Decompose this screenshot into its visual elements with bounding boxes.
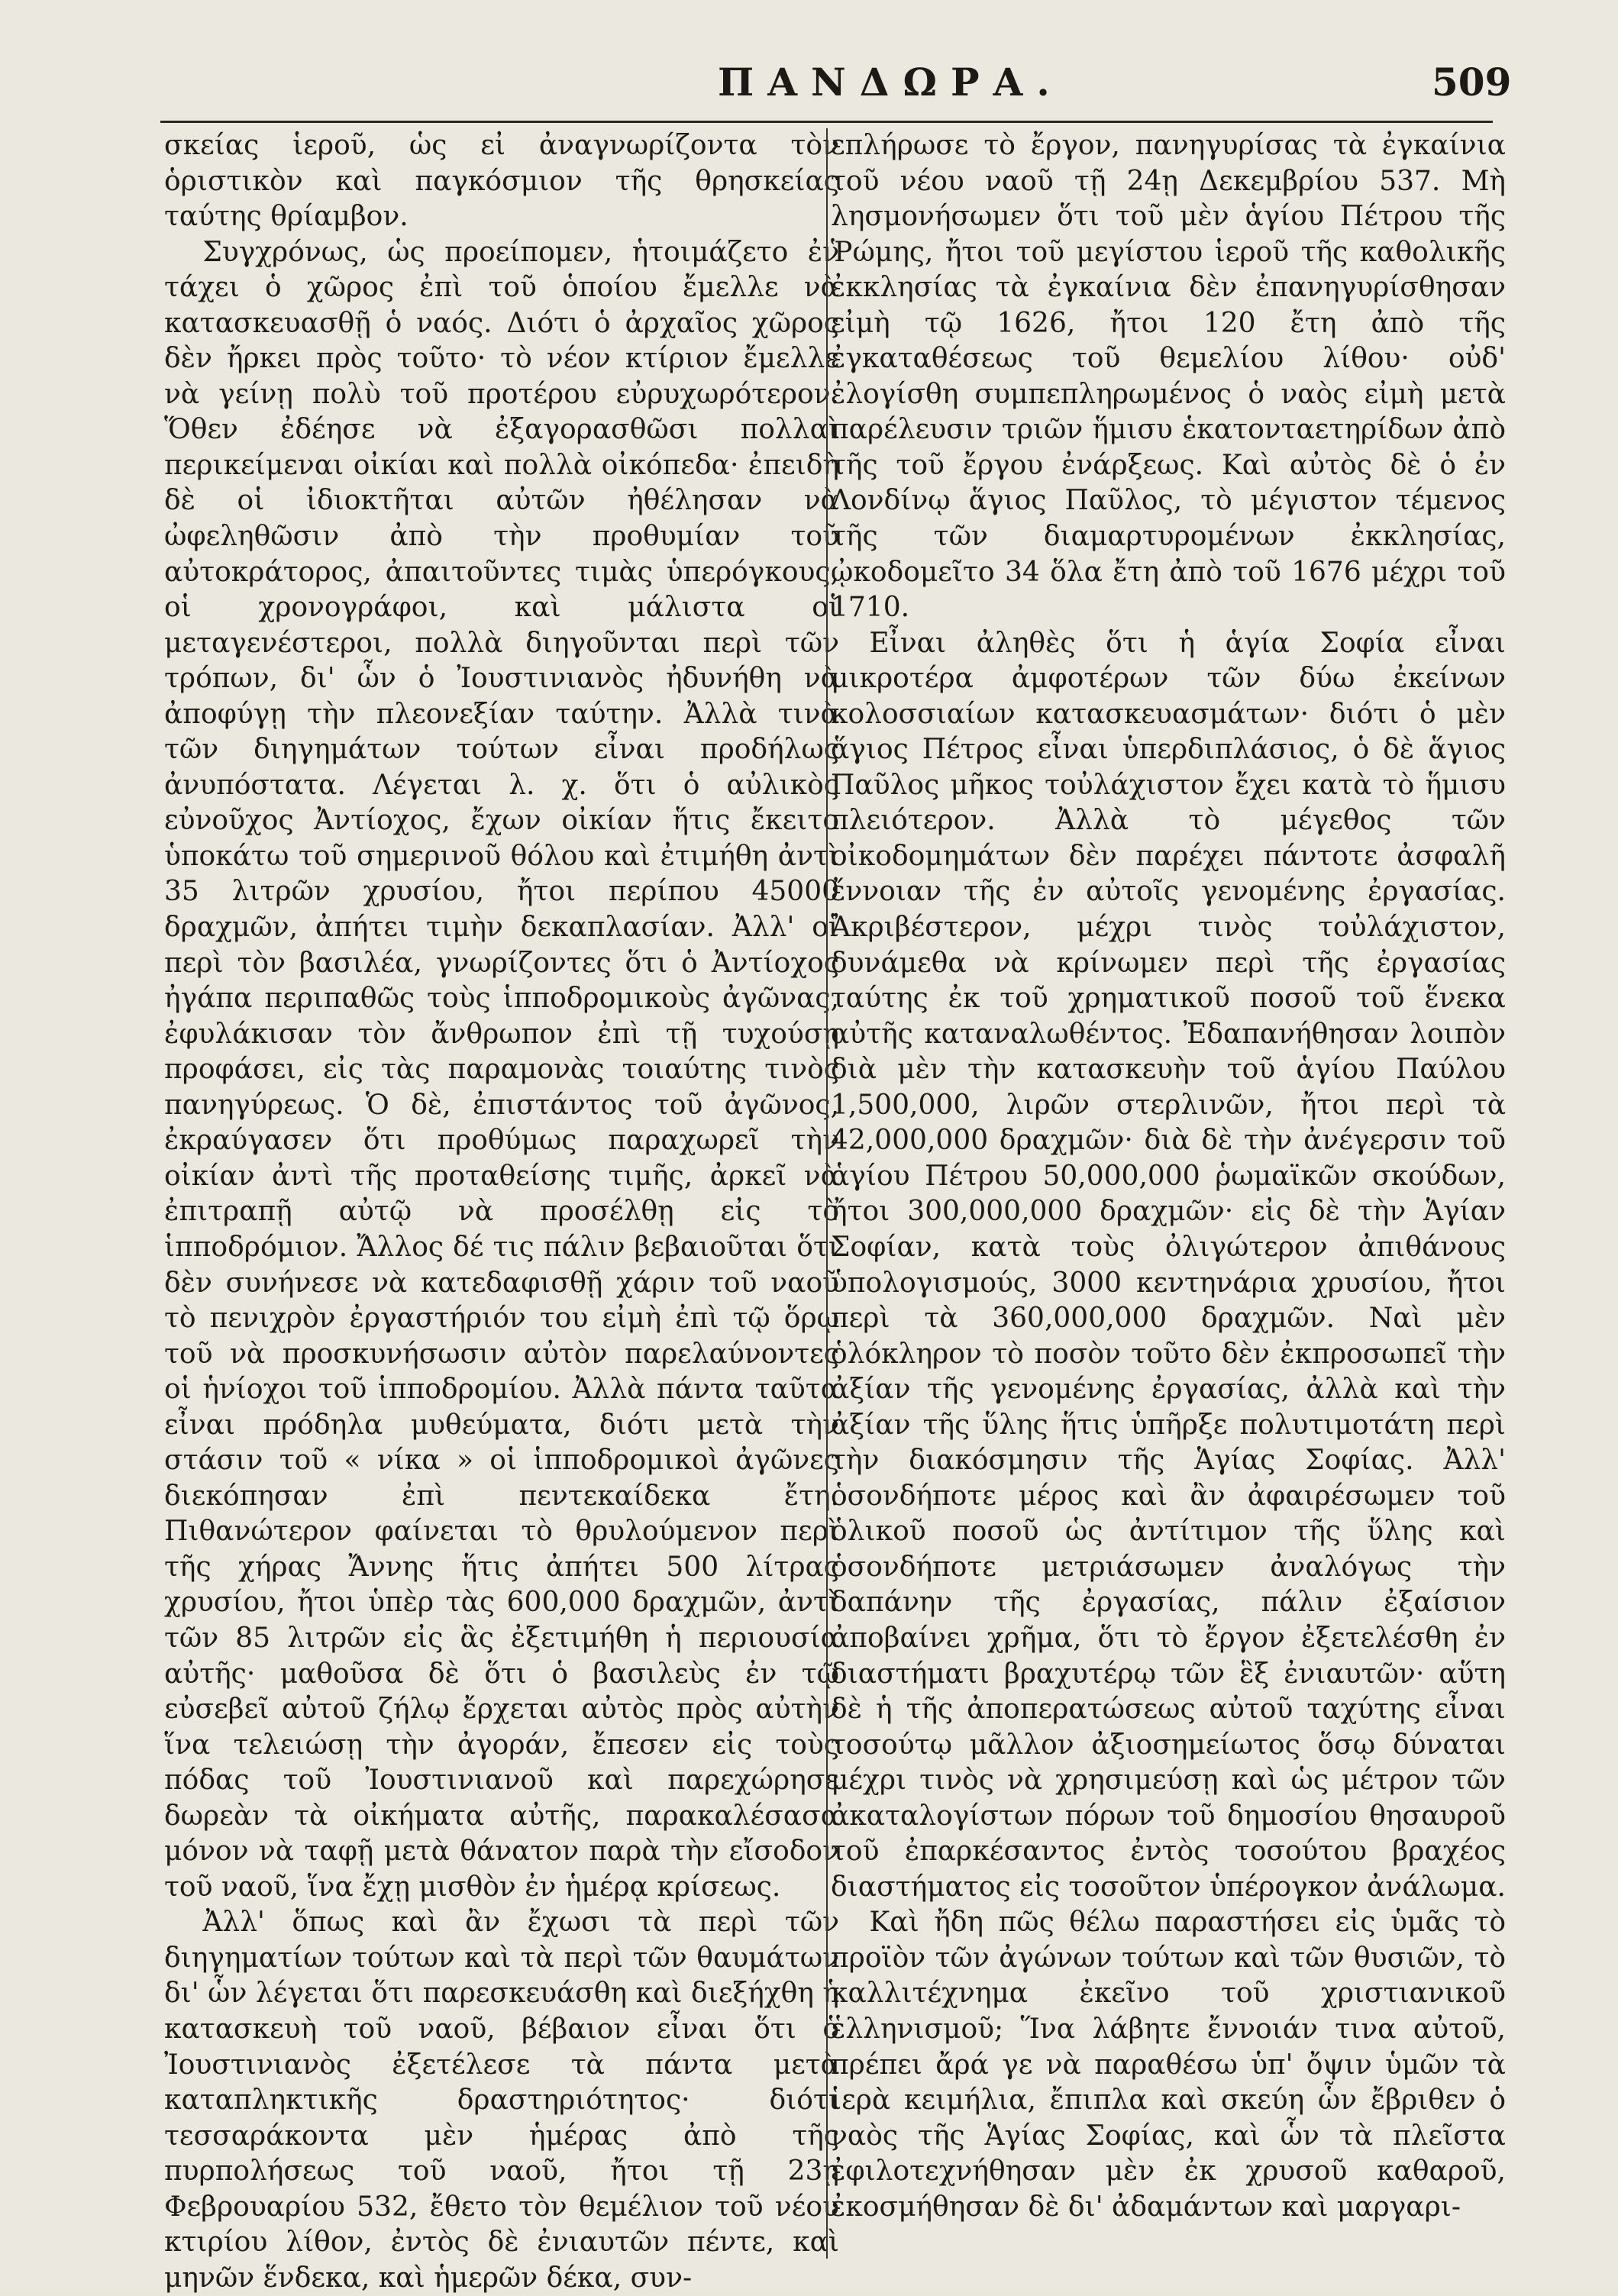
column-divider: [826, 128, 828, 2259]
left-paragraph-1: σκείας ἱεροῦ, ὡς εἰ ἀναγνωρίζοντα τὸν ὁριστικὸν καὶ παγκόσμιον τῆς θρησκείας ταύτης θρίαμβον.: [164, 130, 839, 233]
running-head: [0, 60, 1618, 113]
right-column: [831, 128, 1506, 2225]
header-rule: [160, 121, 1493, 123]
left-column: [164, 128, 839, 2296]
page-number: 509: [1432, 60, 1512, 105]
right-paragraph-3: Καὶ ἤδη πῶς θέλω παραστήσει εἰς ὑμᾶς τὸ προϊὸν τῶν ἀγώνων τούτων καὶ τῶν θυσιῶν, τὸ καλλιτέχνημα ἐκεῖνο τοῦ χριστιανικοῦ ἑλληνισμοῦ; Ἵνα λάβητε ἔννοιάν τινα αὐτοῦ, πρέπει ἄρά γε νὰ παραθέσω ὑπ' ὄψιν ὑμῶν τὰ ἱερὰ κειμήλια, ἔπιπλα καὶ σκεύη ὧν ἔβριθεν ὁ ναὸς τῆς Ἁγίας Σοφίας, καὶ ὧν τὰ πλεῖστα ἐφιλοτεχνήθησαν μὲν ἐκ χρυσοῦ καθαροῦ, ἐκοσμήθησαν δὲ δι' ἀδαμάντων καὶ μαργαρι-: [831, 1907, 1506, 2223]
journal-title: ΠΑΝΔΩΡΑ.: [718, 60, 1064, 105]
left-paragraph-2: Συγχρόνως, ὡς προείπομεν, ἡτοιμάζετο ἐν τάχει ὁ χῶρος ἐπὶ τοῦ ὁποίου ἔμελλε νὰ κατασκευασθῇ ὁ ναός. Διότι ὁ ἀρχαῖος χῶρος δὲν ἤρκει πρὸς τοῦτο· τὸ νέον κτίριον ἔμελλε νὰ γείνῃ πολὺ τοῦ προτέρου εὐρυχωρότερον. Ὅθεν ἐδέησε νὰ ἐξαγορασθῶσι πολλαὶ περικείμεναι οἰκίαι καὶ πολλὰ οἰκόπεδα· ἐπειδὴ δὲ οἱ ἰδιοκτῆται αὐτῶν ἠθέλησαν νὰ ὠφεληθῶσιν ἀπὸ τὴν προθυμίαν τοῦ αὐτοκράτορος, ἀπαιτοῦντες τιμὰς ὑπερόγκους, οἱ χρονογράφοι, καὶ μάλιστα οἱ μεταγενέστεροι, πολλὰ διηγοῦνται περὶ τῶν τρόπων, δι' ὧν ὁ Ἰουστινιανὸς ἠδυνήθη νὰ ἀποφύγῃ τὴν πλεονεξίαν ταύτην. Ἀλλὰ τινὰ τῶν διηγημάτων τούτων εἶναι προδήλως ἀνυπόστατα. Λέγεται λ. χ. ὅτι ὁ αὐλικὸς εὐνοῦχος Ἀντίοχος, ἔχων οἰκίαν ἥτις ἔκειτο ὑποκάτω τοῦ σημερινοῦ θόλου καὶ ἐτιμήθη ἀντὶ 35 λιτρῶν χρυσίου, ἤτοι περίπου 45000 δραχμῶν, ἀπήτει τιμὴν δεκαπλασίαν. Ἀλλ' οἱ περὶ τὸν βασιλέα, γνωρίζοντες ὅτι ὁ Ἀντίοχος ἠγάπα περιπαθῶς τοὺς ἱπποδρομικοὺς ἀγῶνας, ἐφυλάκισαν τὸν ἄνθρωπον ἐπὶ τῇ τυχούσῃ προφάσει, εἰς τὰς παραμονὰς τοιαύτης τινὸς πανηγύρεως. Ὁ δὲ, ἐπιστάντος τοῦ ἀγῶνος, ἐκραύγασεν ὅτι προθύμως παραχωρεῖ τὴν οἰκίαν ἀντὶ τῆς προταθείσης τιμῆς, ἀρκεῖ νὰ ἐπιτραπῇ αὐτῷ νὰ προσέλθῃ εἰς τὸ ἱπποδρόμιον. Ἄλλος δέ τις πάλιν βεβαιοῦται ὅτι δὲν συνήνεσε νὰ κατεδαφισθῇ χάριν τοῦ ναοῦ τὸ πενιχρὸν ἐργαστήριόν του εἰμὴ ἐπὶ τῷ ὅρῳ τοῦ νὰ προσκυνήσωσιν αὐτὸν παρελαύνοντες οἱ ἡνίοχοι τοῦ ἱπποδρομίου. Ἀλλὰ πάντα ταῦτα εἶναι πρόδηλα μυθεύματα, διότι μετὰ τὴν στάσιν τοῦ « νίκα » οἱ ἱπποδρομικοὶ ἀγῶνες διεκόπησαν ἐπὶ πεντεκαίδεκα ἔτη. Πιθανώτερον φαίνεται τὸ θρυλούμενον περὶ τῆς χήρας Ἄννης ἥτις ἀπήτει 500 λίτρας χρυσίου, ἤτοι ὑπὲρ τὰς 600,000 δραχμῶν, ἀντὶ τῶν 85 λιτρῶν εἰς ἃς ἐξετιμήθη ἡ περιουσία αὐτῆς· μαθοῦσα δὲ ὅτι ὁ βασιλεὺς ἐν τῷ εὐσεβεῖ αὐτοῦ ζήλῳ ἔρχεται αὐτὸς πρὸς αὐτὴν ἵνα τελειώσῃ τὴν ἀγοράν, ἔπεσεν εἰς τοὺς πόδας τοῦ Ἰουστινιανοῦ καὶ παρεχώρησε δωρεὰν τὰ οἰκήματα αὐτῆς, παρακαλέσασα μόνον νὰ ταφῇ μετὰ θάνατον παρὰ τὴν εἴσοδον τοῦ ναοῦ, ἵνα ἔχῃ μισθὸν ἐν ἡμέρᾳ κρίσεως.: [164, 236, 839, 1903]
right-paragraph-2: Εἶναι ἀληθὲς ὅτι ἡ ἁγία Σοφία εἶναι μικροτέρα ἀμφοτέρων τῶν δύω ἐκείνων κολοσσιαίων κατασκευασμάτων· διότι ὁ μὲν ἅγιος Πέτρος εἶναι ὑπερδιπλάσιος, ὁ δὲ ἅγιος Παῦλος μῆκος τοὐλάχιστον ἔχει κατὰ τὸ ἥμισυ πλειότερον. Ἀλλὰ τὸ μέγεθος τῶν οἰκοδομημάτων δὲν παρέχει πάντοτε ἀσφαλῆ ἔννοιαν τῆς ἐν αὐτοῖς γενομένης ἐργασίας. Ἀκριβέστερον, μέχρι τινὸς τοὐλάχιστον, δυνάμεθα νὰ κρίνωμεν περὶ τῆς ἐργασίας ταύτης ἐκ τοῦ χρηματικοῦ ποσοῦ τοῦ ἕνεκα αὐτῆς καταναλωθέντος. Ἐδαπανήθησαν λοιπὸν διὰ μὲν τὴν κατασκευὴν τοῦ ἁγίου Παύλου 1,500,000, λιρῶν στερλινῶν, ἤτοι περὶ τὰ 42,000,000 δραχμῶν· διὰ δὲ τὴν ἀνέγερσιν τοῦ ἁγίου Πέτρου 50,000,000 ῥωμαϊκῶν σκούδων, ἤτοι 300,000,000 δραχμῶν· εἰς δὲ τὴν Ἁγίαν Σοφίαν, κατὰ τοὺς ὀλιγώτερον ἀπιθάνους ὑπολογισμούς, 3000 κεντηνάρια χρυσίου, ἤτοι περὶ τὰ 360,000,000 δραχμῶν. Ναὶ μὲν ὁλόκληρον τὸ ποσὸν τοῦτο δὲν ἐκπροσωπεῖ τὴν ἀξίαν τῆς γενομένης ἐργασίας, ἀλλὰ καὶ τὴν ἀξίαν τῆς ὕλης ἥτις ὑπῆρξε πολυτιμοτάτη περὶ τὴν διακόσμησιν τῆς Ἁγίας Σοφίας. Ἀλλ' ὁσονδήποτε μέρος καὶ ἂν ἀφαιρέσωμεν τοῦ ὁλικοῦ ποσοῦ ὡς ἀντίτιμον τῆς ὕλης καὶ ὁσονδήποτε μετριάσωμεν ἀναλόγως τὴν δαπάνην τῆς ἐργασίας, πάλιν ἐξαίσιον ἀποβαίνει χρῆμα, ὅτι τὸ ἔργον ἐξετελέσθη ἐν διαστήματι βραχυτέρῳ τῶν ἓξ ἐνιαυτῶν· αὕτη δὲ ἡ τῆς ἀποπερατώσεως αὐτοῦ ταχύτης εἶναι τοσούτῳ μᾶλλον ἀξιοσημείωτος ὅσῳ δύναται μέχρι τινὸς νὰ χρησιμεύσῃ καὶ ὡς μέτρον τῶν ἀκαταλογίστων πόρων τοῦ δημοσίου θησαυροῦ τοῦ ἐπαρκέσαντος ἐντὸς τοσούτου βραχέος διαστήματος εἰς τοσοῦτον ὑπέρογκον ἀνάλωμα.: [831, 627, 1506, 1903]
left-paragraph-3: Ἀλλ' ὅπως καὶ ἂν ἔχωσι τὰ περὶ τῶν διηγηματίων τούτων καὶ τὰ περὶ τῶν θαυμάτων δι' ὧν λέγεται ὅτι παρεσκευάσθη καὶ διεξήχθη ἡ κατασκευὴ τοῦ ναοῦ, βέβαιον εἶναι ὅτι ὁ Ἰουστινιανὸς ἐξετέλεσε τὰ πάντα μετὰ καταπληκτικῆς δραστηριότητος· διότι τεσσαράκοντα μὲν ἡμέρας ἀπὸ τῆς πυρπολήσεως τοῦ ναοῦ, ἤτοι τῇ 23ῃ Φεβρουαρίου 532, ἔθετο τὸν θεμέλιον τοῦ νέου κτιρίου λίθον, ἐντὸς δὲ ἐνιαυτῶν πέντε, καὶ μηνῶν ἕνδεκα, καὶ ἡμερῶν δέκα, συν-: [164, 1907, 839, 2294]
right-paragraph-1: επλήρωσε τὸ ἔργον, πανηγυρίσας τὰ ἐγκαίνια τοῦ νέου ναοῦ τῇ 24ῃ Δεκεμβρίου 537. Μὴ λησμονήσωμεν ὅτι τοῦ μὲν ἁγίου Πέτρου τῆς Ῥώμης, ἤτοι τοῦ μεγίστου ἱεροῦ τῆς καθολικῆς ἐκκλησίας τὰ ἐγκαίνια δὲν ἐπανηγυρίσθησαν εἰμὴ τῷ 1626, ἤτοι 120 ἔτη ἀπὸ τῆς ἐγκαταθέσεως τοῦ θεμελίου λίθου· οὐδ' ἐλογίσθη συμπεπληρωμένος ὁ ναὸς εἰμὴ μετὰ παρέλευσιν τριῶν ἥμισυ ἑκατονταετηρίδων ἀπὸ τῆς τοῦ ἔργου ἐνάρξεως. Καὶ αὐτὸς δὲ ὁ ἐν Λονδίνῳ ἅγιος Παῦλος, τὸ μέγιστον τέμενος τῆς τῶν διαμαρτυρομένων ἐκκλησίας, ᾠκοδομεῖτο 34 ὅλα ἔτη ἀπὸ τοῦ 1676 μέχρι τοῦ 1710.: [831, 130, 1506, 624]
